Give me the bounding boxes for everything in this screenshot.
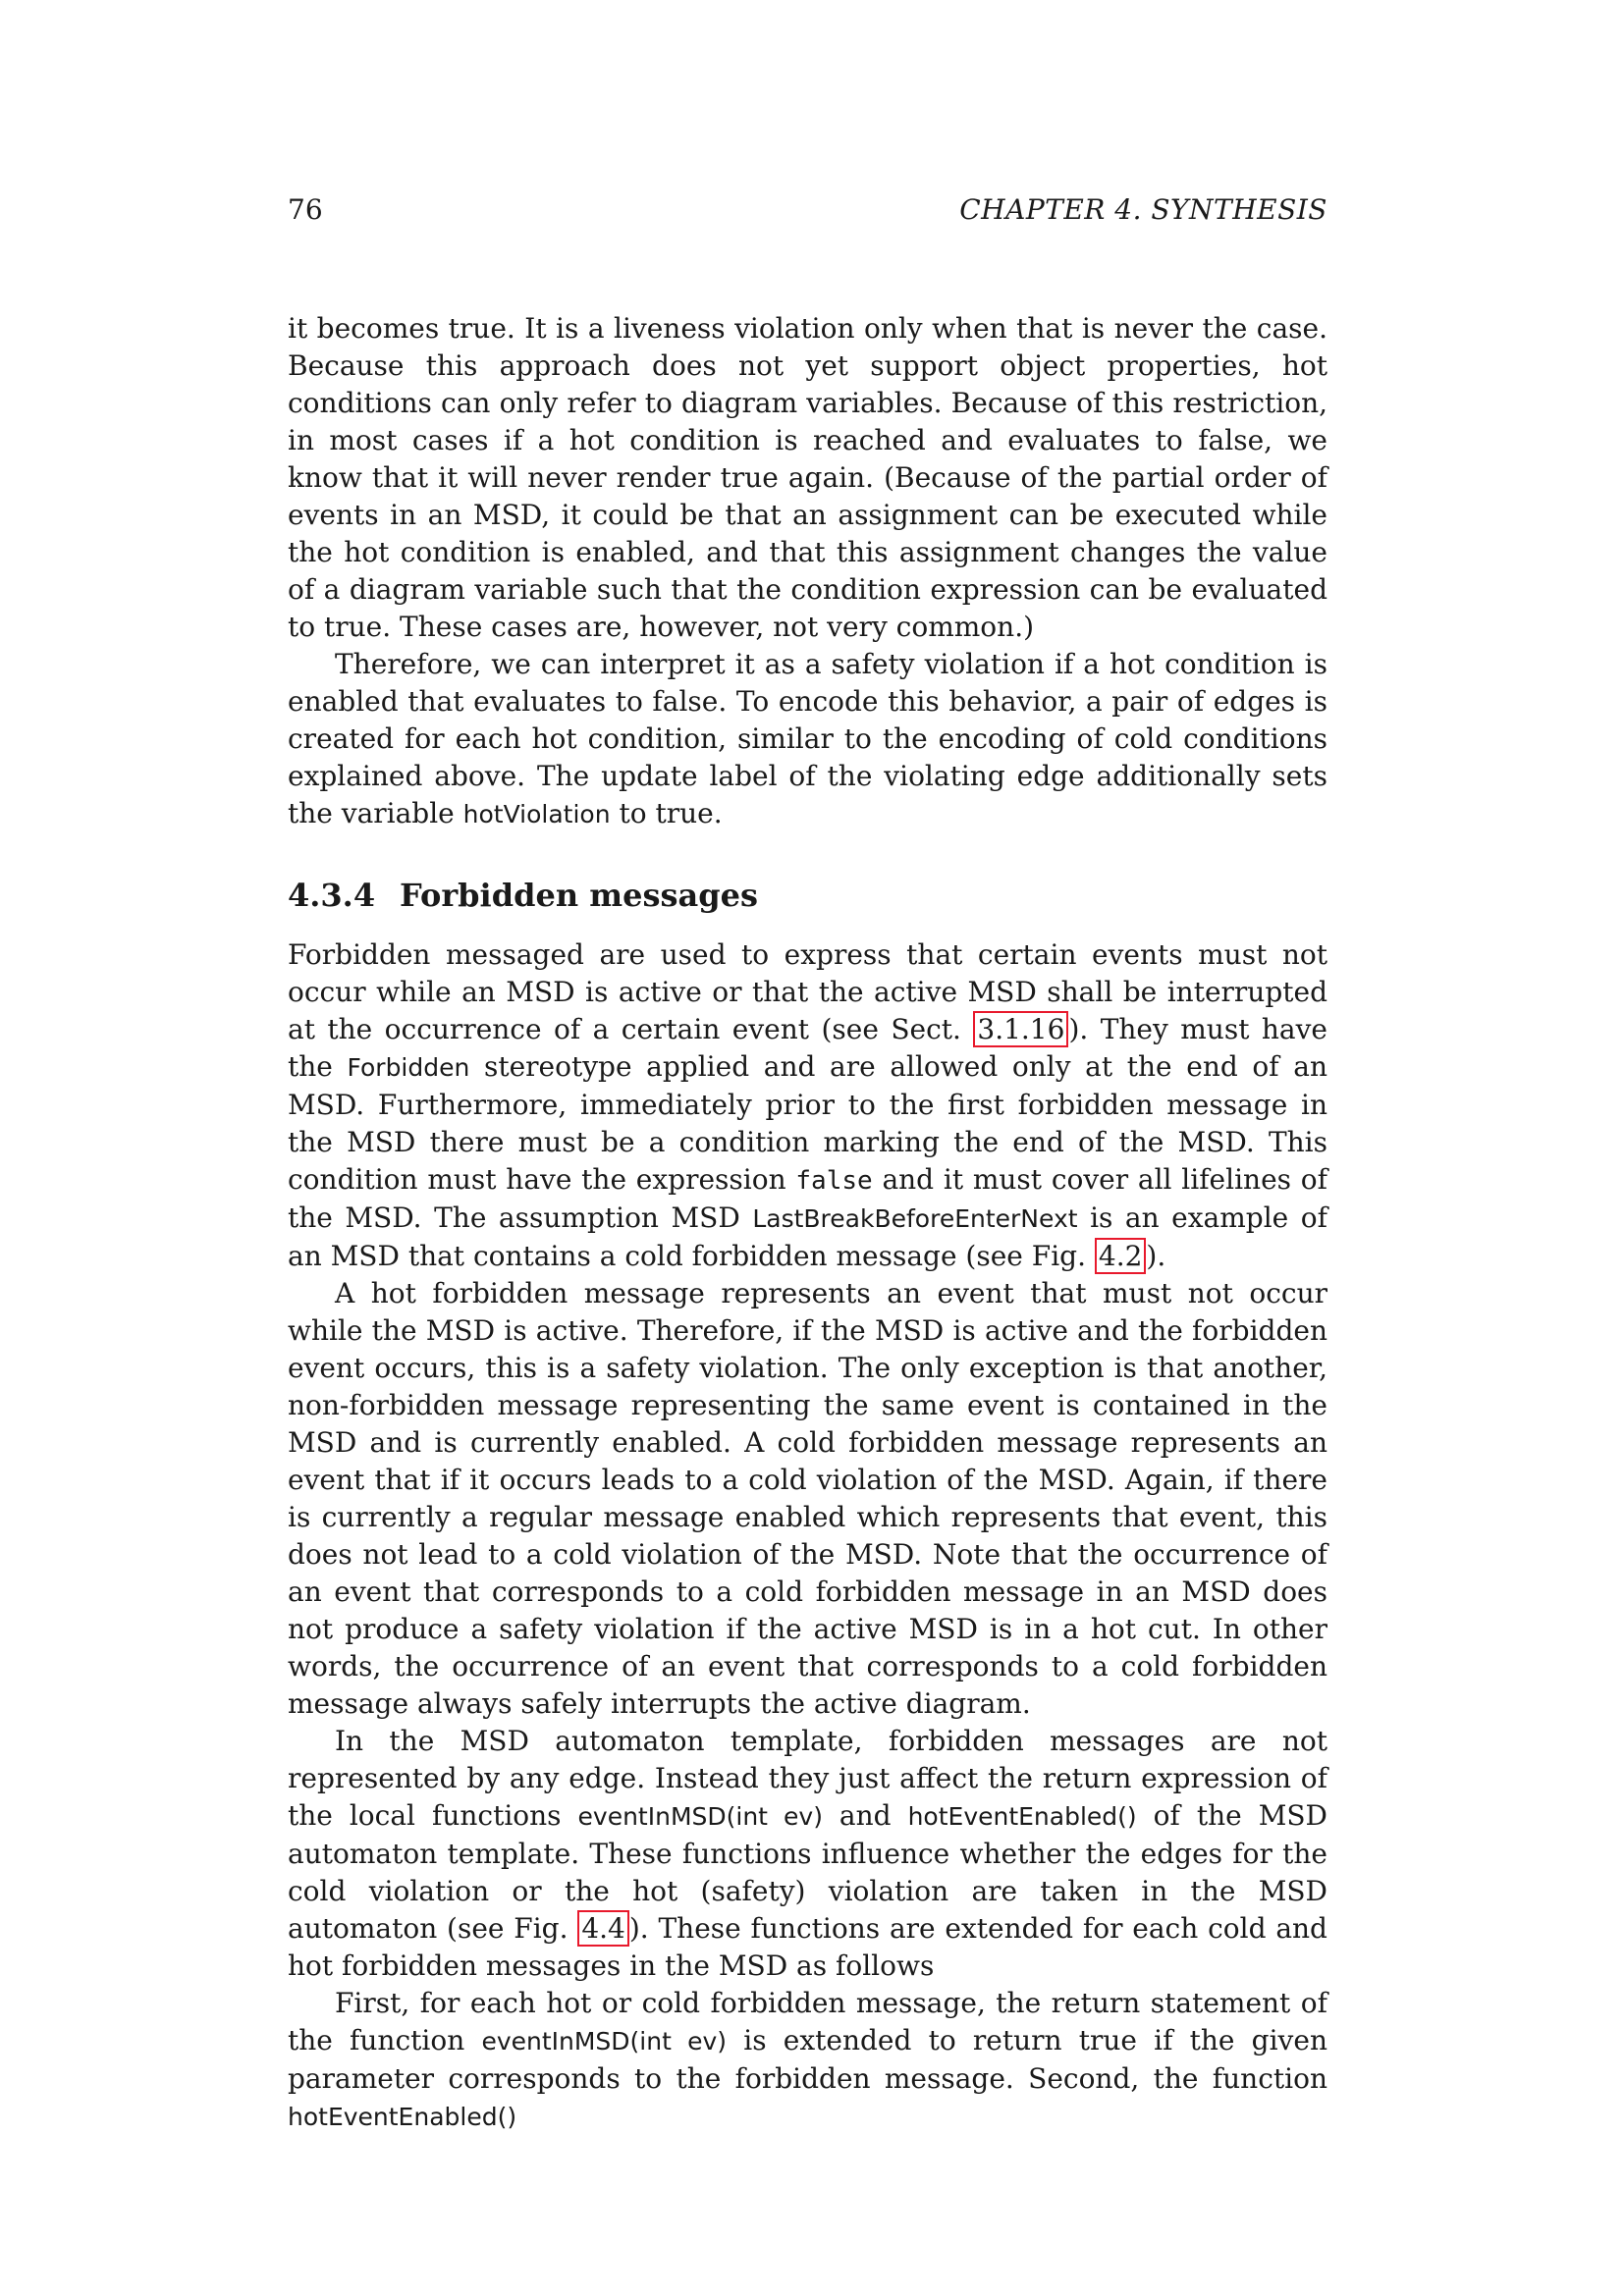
paragraph-5-text-a: In the MSD automaton template, forbidden messages are not represented by any edge. Instead they just affect the return expression of the local functions <box>288 1725 1327 1832</box>
page-number: 76 <box>288 193 323 226</box>
code-hotviolation: hotViolation <box>462 800 611 828</box>
text-block-top <box>288 310 1327 833</box>
paragraph-2-text-a: Therefore, we can interpret it as a safety violation if a hot condition is enabled that evaluates to false. To encode this behavior, a pair of edges is created for each hot condition, similar to the encoding of cold conditions explained above. The update label of the violating edge additionally sets the variable <box>288 648 1327 829</box>
paragraph-1 <box>288 310 1327 646</box>
code-eventinmsd-2: eventInMSD(int ev) <box>481 2027 728 2056</box>
paragraph-4 <box>288 1275 1327 1723</box>
section-title: Forbidden messages <box>400 877 758 914</box>
chapter-title: CHAPTER 4. SYNTHESIS <box>959 193 1327 226</box>
paragraph-3-text-a: Forbidden messaged are used to express that certain events must not occur while an MSD is active or that the active MSD shall be interrupted at the occurrence of a certain event (see Sect. <box>288 938 1327 1045</box>
paragraph-2-text-b: to true. <box>610 797 723 829</box>
code-hoteventenabled-2: hotEventEnabled() <box>288 2103 517 2131</box>
code-hoteventenabled: hotEventEnabled() <box>907 1802 1137 1831</box>
paragraph-5 <box>288 1723 1327 1985</box>
paragraph-3-text-c: stereotype applied and are allowed only at the end of an MSD. Furthermore, immediately prior to the first forbidden message in the MSD there must be a condition marking the end of the MSD. This condition must have the expression <box>288 1050 1327 1196</box>
paragraph-3-text-e: is an example of an MSD that contains a cold forbidden message (see Fig. <box>288 1201 1327 1272</box>
section-heading <box>288 877 758 914</box>
code-false: false <box>795 1166 873 1196</box>
paragraph-5-text-c: of the MSD automaton template. These functions influence whether the edges for the cold violation or the hot (safety) violation are taken in the MSD automaton (see Fig. <box>288 1799 1328 1945</box>
figure-ref-link-4-4[interactable]: 4.4 <box>577 1910 629 1947</box>
paragraph-3-text-f: ). <box>1146 1240 1166 1272</box>
paragraph-3-text-b: ). They must have the <box>288 1013 1327 1083</box>
paragraph-6-text-a: First, for each hot or cold forbidden message, the return statement of the function <box>288 1987 1327 2056</box>
paragraph-6 <box>288 1985 1327 2136</box>
paragraph-3-text-d: and it must cover all lifelines of the MSD. The assumption MSD <box>288 1163 1327 1234</box>
code-eventinmsd: eventInMSD(int ev) <box>577 1802 823 1831</box>
paragraph-1-text: it becomes true. It is a liveness violation only when that is never the case. Because this approach does not yet support object properties, hot conditions can only refer to diagram variables. Because of this restriction, in most cases if a hot condition is reached and evaluates to false, we know that it will never render true again. (Because of the partial order of events in an MSD, it could be that an assignment can be executed while the hot condition is enabled, and that this assignment changes the value of a diagram variable such that the condition expression can be evaluated to true. These cases are, however, not very common.) <box>288 312 1327 643</box>
paragraph-2 <box>288 646 1327 833</box>
paragraph-6-text-b: is extended to return true if the given parameter corresponds to the forbidden message. Second, the function <box>288 2024 1327 2095</box>
section-ref-link[interactable]: 3.1.16 <box>973 1011 1068 1047</box>
text-block-bottom <box>288 936 1327 2136</box>
page-header <box>288 193 1327 240</box>
figure-ref-link-4-2[interactable]: 4.2 <box>1095 1238 1147 1274</box>
code-forbidden: Forbidden <box>347 1053 470 1082</box>
paragraph-5-text-b: and <box>822 1799 908 1832</box>
paragraph-3 <box>288 936 1327 1275</box>
paragraph-5-text-d: ). These functions are extended for each cold and hot forbidden messages in the MSD as follows <box>288 1912 1327 1982</box>
code-msd-name: LastBreakBeforeEnterNext <box>752 1204 1078 1233</box>
section-number: 4.3.4 <box>288 877 376 914</box>
paragraph-4-text: A hot forbidden message represents an event that must not occur while the MSD is active. Therefore, if the MSD is active and the forbidden event occurs, this is a safety violation. The only exception is that another, non-forbidden message representing the same event is contained in the MSD and is currently enabled. A cold forbidden message represents an event that if it occurs leads to a cold violation of the MSD. Again, if there is currently a regular message enabled which represents that event, this does not lead to a cold violation of the MSD. Note that the occurrence of an event that corresponds to a cold forbidden message in an MSD does not produce a safety violation if the active MSD is in a hot cut. In other words, the occurrence of an event that corresponds to a cold forbidden message always safely interrupts the active diagram. <box>288 1277 1327 1720</box>
